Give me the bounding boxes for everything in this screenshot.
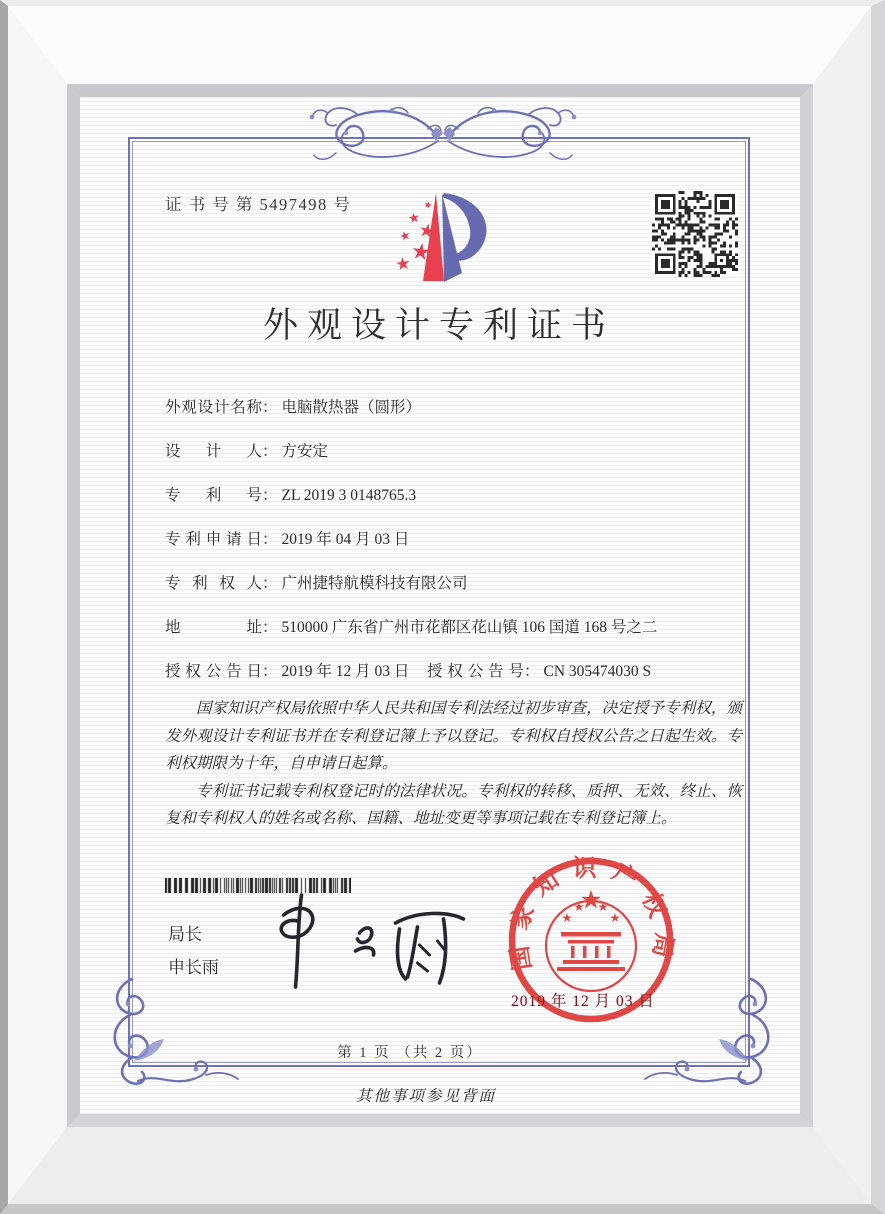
seal-date: 2019 年 12 月 03 日: [511, 993, 655, 1010]
cnipa-logo-icon: [380, 181, 502, 299]
national-emblem-icon: [546, 890, 636, 991]
field-label: 地址: [165, 619, 262, 636]
certificate-title: 外观设计专利证书: [262, 306, 615, 345]
frame-mat: [67, 84, 813, 1127]
field-value: 方安定: [281, 443, 329, 460]
certificate-paper: [80, 97, 800, 1114]
field-row-patentee: [165, 573, 740, 594]
field-label: 授权公告日: [165, 663, 262, 680]
official-seal: [505, 854, 677, 1026]
field-colon: ：: [262, 619, 278, 636]
field-value: 广州捷特航模科技有限公司: [281, 575, 468, 592]
field-row-filing-date: [165, 529, 740, 550]
field-colon: ：: [262, 399, 278, 416]
field-row-grant: [165, 661, 740, 682]
field-value: 510000 广东省广州市花都区花山镇 106 国道 168 号之二: [281, 619, 658, 636]
field-colon: ：: [262, 531, 278, 548]
signer-name: 申长雨: [168, 958, 219, 977]
field-colon: ：: [524, 663, 540, 680]
field-label: 授权公告号: [427, 663, 524, 680]
field-value: 电脑散热器（圆形）: [281, 399, 422, 416]
field-value: ZL 2019 3 0148765.3: [281, 487, 417, 504]
field-row-designer: [165, 441, 740, 462]
signature-icon: [265, 889, 480, 994]
field-colon: ：: [262, 575, 278, 592]
field-colon: ：: [262, 487, 278, 504]
field-value: 2019 年 12 月 03 日: [281, 663, 410, 680]
svg-text:国家知识产权局: 国家知识产权局: [505, 855, 677, 973]
picture-frame-face: [8, 6, 871, 1204]
field-label: 专利号: [165, 487, 262, 504]
field-row-design-name: [165, 397, 740, 418]
field-row-patent-no: [165, 485, 740, 506]
body-paragraph-2: 专利证书记载专利权登记时的法律状况。专利权的转移、质押、无效、终止、恢复和专利权人的姓名或名称、国籍、地址变更等事项记载在专利登记簿上。: [165, 782, 742, 827]
field-value: CN 305474030 S: [543, 663, 652, 680]
field-value: 2019 年 04 月 03 日: [281, 531, 410, 548]
back-note: 其他事项参见背面: [356, 1088, 497, 1105]
field-pair-grant-no: [427, 661, 651, 682]
page-number: 第 1 页 （共 2 页）: [337, 1045, 483, 1061]
certificate-number: 证 书 号 第 5497498 号: [165, 195, 352, 214]
field-label: 设计人: [165, 443, 262, 460]
field-label: 专利申请日: [165, 531, 262, 548]
signer-title: 局长: [168, 925, 202, 944]
body-paragraph-1: 国家知识产权局依照中华人民共和国专利法经过初步审查，决定授予专利权，颁发外观设计专利证书并在专利登记簿上予以登记。专利权自授权公告之日起生效。专利权期限为十年，自申请日起算。: [165, 700, 742, 772]
certificate-body: [165, 695, 742, 833]
field-list: [165, 397, 740, 705]
qr-code-icon: [652, 191, 738, 277]
field-row-address: [165, 617, 740, 638]
field-colon: ：: [262, 663, 278, 680]
field-label: 外观设计名称: [165, 399, 262, 416]
field-colon: ：: [262, 443, 278, 460]
field-label: 专利权人: [165, 575, 262, 592]
